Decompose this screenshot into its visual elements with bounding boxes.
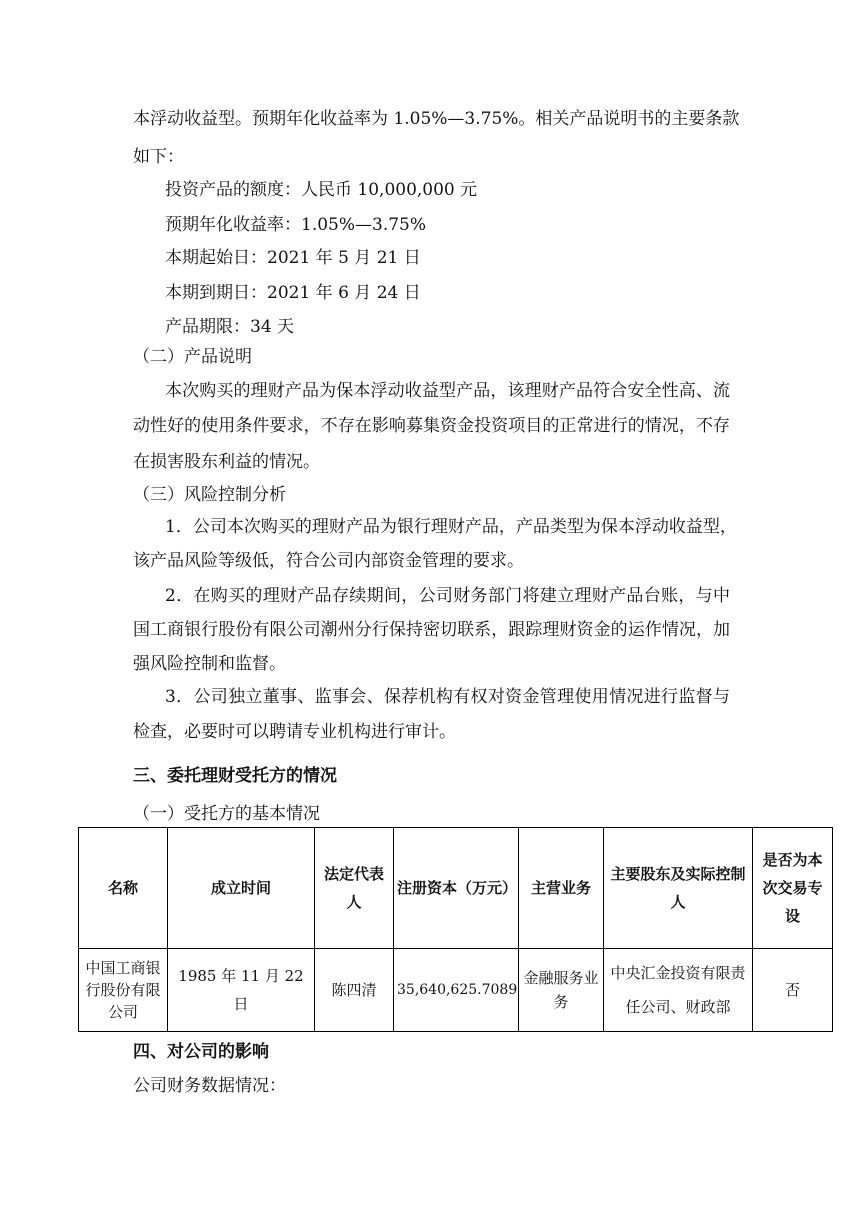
header-cell: 主营业务	[519, 828, 604, 949]
paragraph-line: 1．公司本次购买的理财产品为银行理财产品，产品类型为保本浮动收益型，	[165, 517, 737, 537]
term-period: 产品期限：34 天	[165, 317, 295, 337]
paragraph-line: 本浮动收益型。预期年化收益率为 1.05%—3.75%。相关产品说明书的主要条款	[133, 109, 740, 129]
subheading-risk: （三）风险控制分析	[133, 485, 286, 505]
paragraph-line: 3．公司独立董事、监事会、保荐机构有权对资金管理使用情况进行监督与	[165, 687, 730, 707]
paragraph-line: 强风险控制和监督。	[133, 654, 286, 674]
header-cell: 法定代表人	[315, 828, 394, 949]
term-amount: 投资产品的额度：人民币 10,000,000 元	[165, 180, 478, 200]
paragraph-line: 国工商银行股份有限公司潮州分行保持密切联系，跟踪理财资金的运作情况，加	[133, 620, 730, 640]
table-cell: 否	[753, 949, 833, 1032]
paragraph-line: 该产品风险等级低，符合公司内部资金管理的要求。	[133, 551, 524, 571]
section-heading: 四、对公司的影响	[133, 1042, 269, 1062]
trustee-info-table	[78, 827, 833, 1032]
table-cell: 金融服务业务	[519, 949, 604, 1032]
table-cell: 35,640,625.7089	[394, 949, 519, 1032]
table-row	[79, 949, 833, 1032]
header-cell: 主要股东及实际控制人	[604, 828, 753, 949]
term-yield: 预期年化收益率：1.05%—3.75%	[165, 215, 427, 235]
header-cell: 是否为本次交易专设	[753, 828, 833, 949]
table-cell: 陈四清	[315, 949, 394, 1032]
term-end-date: 本期到期日：2021 年 6 月 24 日	[165, 283, 421, 303]
term-start-date: 本期起始日：2021 年 5 月 21 日	[165, 248, 421, 268]
table-cell: 中国工商银行股份有限公司	[79, 949, 168, 1032]
table-cell: 1985 年 11 月 22 日	[168, 949, 315, 1032]
subheading-basic-info: （一）受托方的基本情况	[133, 804, 320, 824]
paragraph-line: 2．在购买的理财产品存续期间，公司财务部门将建立理财产品台账，与中	[165, 586, 730, 606]
paragraph-line: 动性好的使用条件要求，不存在影响募集资金投资项目的正常进行的情况，不存	[133, 416, 730, 436]
paragraph-line: 如下：	[133, 147, 184, 167]
subheading-product: （二）产品说明	[133, 347, 252, 367]
paragraph-line: 检查，必要时可以聘请专业机构进行审计。	[133, 722, 456, 742]
header-cell: 名称	[79, 828, 168, 949]
header-cell: 成立时间	[168, 828, 315, 949]
section-heading: 三、委托理财受托方的情况	[133, 766, 337, 786]
table-cell: 中央汇金投资有限责任公司、财政部	[604, 949, 753, 1032]
paragraph-line: 本次购买的理财产品为保本浮动收益型产品，该理财产品符合安全性高、流	[165, 381, 730, 401]
paragraph-line: 公司财务数据情况：	[133, 1076, 286, 1096]
header-cell: 注册资本（万元）	[394, 828, 519, 949]
paragraph-line: 在损害股东利益的情况。	[133, 452, 320, 472]
table-header-row	[79, 828, 833, 949]
